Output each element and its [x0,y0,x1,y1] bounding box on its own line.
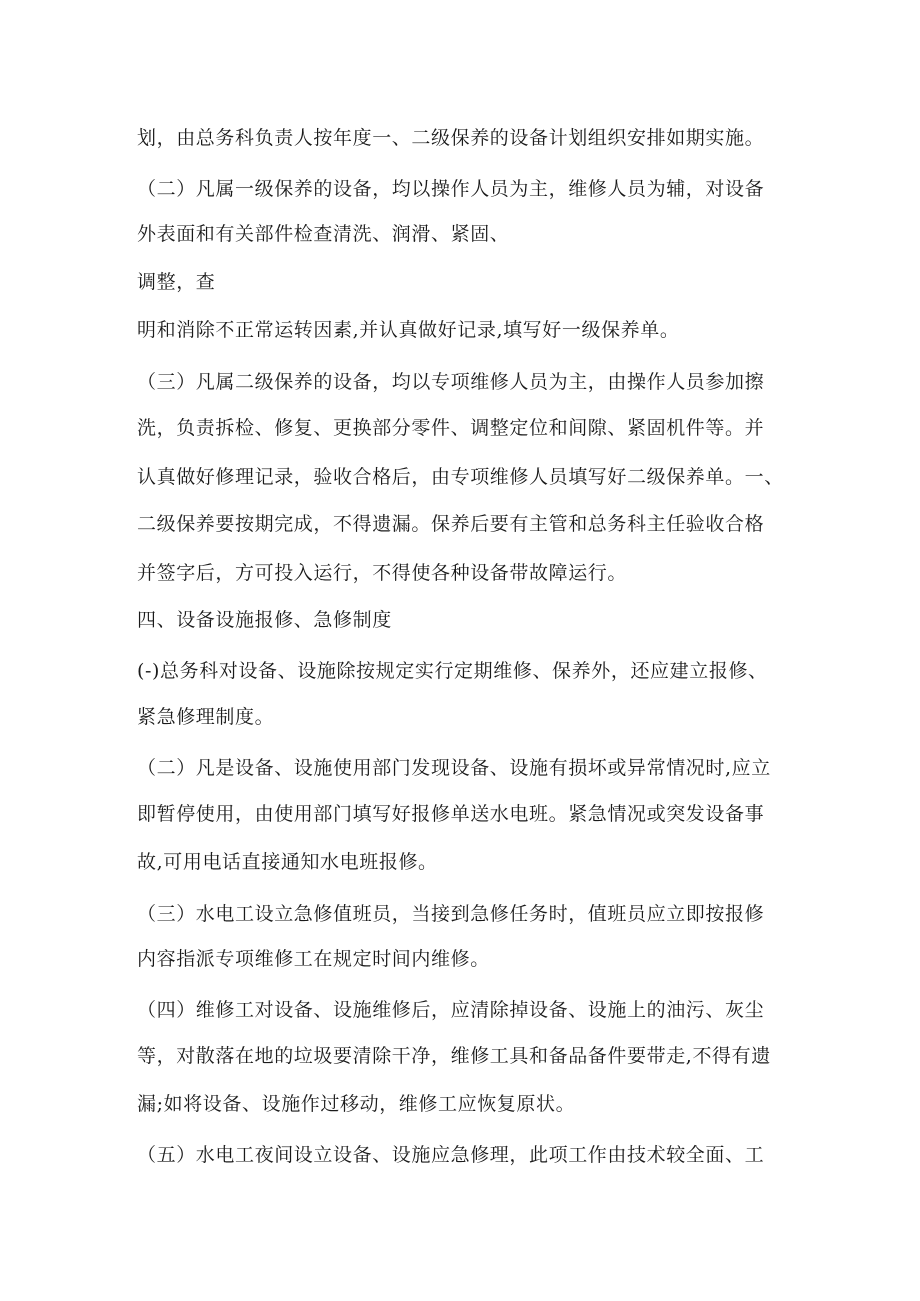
text-line: （三）凡属二级保养的设备，均以专项维修人员为主，由操作人员参加擦 [137,371,765,393]
text-line: 调整，查 [137,271,216,293]
text-line: 洗，负责拆检、修复、更换部分零件、调整定位和间隙、紧固机件等。并 [137,417,765,439]
text-line: 漏;如将设备、设施作过移动，维修工应恢复原状。 [137,1093,576,1115]
text-line: 内容指派专项维修工在规定时间内维修。 [137,948,490,970]
text-line: 认真做好修理记录，验收合格后，由专项维修人员填写好二级保养单。一、 [137,466,784,488]
text-line: 并签字后，方可投入运行，不得使各种设备带故障运行。 [137,562,628,584]
text-line: 故,可用电话直接通知水电班报修。 [137,851,438,873]
text-line: 划，由总务科负责人按年度一、二级保养的设备计划组织安排如期实施。 [137,127,765,149]
section-heading: 四、设备设施报修、急修制度 [137,609,392,631]
text-line: 明和消除不正常运转因素,并认真做好记录,填写好一级保养单。 [137,319,680,341]
text-line: （二）凡属一级保养的设备，均以操作人员为主，维修人员为辅，对设备 [137,178,765,200]
text-line: （二）凡是设备、设施使用部门发现设备、设施有损坏或异常情况时,应立 [137,757,771,779]
text-line: 二级保养要按期完成，不得遗漏。保养后要有主管和总务科主任验收合格 [137,513,765,535]
text-line: (-)总务科对设备、设施除按规定实行定期维修、保养外，还应建立报修、 [137,660,768,682]
text-line: （三）水电工设立急修值班员，当接到急修任务时，值班员应立即按报修 [137,903,765,925]
text-line: 紧急修理制度。 [137,706,275,728]
text-line: 外表面和有关部件检查清洗、润滑、紧固、 [137,223,510,245]
text-line: （五）水电工夜间设立设备、设施应急修理，此项工作由技术较全面、工 [137,1144,765,1166]
text-line: 即暂停使用，由使用部门填写好报修单送水电班。紧急情况或突发设备事 [137,803,765,825]
text-line: 等，对散落在地的垃圾要清除干净，维修工具和备品备件要带走,不得有遗 [137,1045,771,1067]
text-line: （四）维修工对设备、设施维修后，应清除掉设备、设施上的油污、灰尘 [137,999,765,1021]
